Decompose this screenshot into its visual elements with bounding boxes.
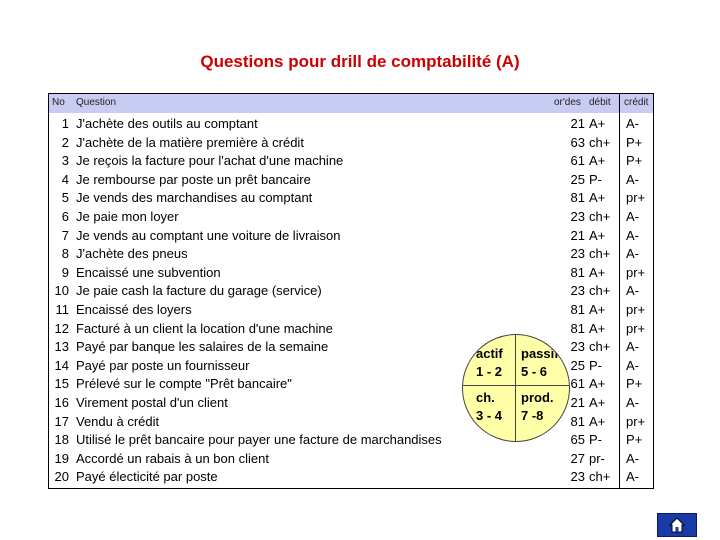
row-number: 11 <box>55 302 69 317</box>
row-credit: pr+ <box>626 413 646 429</box>
home-button[interactable] <box>657 513 697 537</box>
row-credit: P+ <box>626 153 643 169</box>
row-debit: P- <box>589 357 602 373</box>
row-number: 12 <box>54 320 69 336</box>
row-question: Je paie cash la facture du garage (service) <box>76 283 322 299</box>
row-number: 14 <box>54 357 69 373</box>
row-account-code: 81 <box>570 190 585 206</box>
header-no: No <box>52 97 65 108</box>
legend-passif-codes: 5 - 6 <box>521 364 548 379</box>
row-debit: P- <box>589 432 602 448</box>
row-question: Encaissé une subvention <box>76 264 221 280</box>
row-account-code: 63 <box>570 134 585 150</box>
row-account-code: 61 <box>570 376 585 392</box>
row-account-code: 81 <box>570 320 585 336</box>
row-debit: A+ <box>589 302 606 317</box>
row-question: J'achète des pneus <box>76 246 188 262</box>
row-account-code: 81 <box>570 413 585 429</box>
table-row <box>49 319 653 338</box>
row-number: 8 <box>61 246 69 262</box>
row-credit: A- <box>626 116 639 131</box>
row-debit: A+ <box>589 395 606 410</box>
table-row <box>49 300 653 319</box>
legend-actif-label: actif <box>476 346 503 361</box>
row-account-code: 61 <box>570 153 585 169</box>
row-credit: pr+ <box>626 264 646 280</box>
row-account-code: 21 <box>570 116 585 131</box>
row-question: Encaissé des loyers <box>76 302 192 317</box>
questions-table <box>48 93 654 489</box>
row-debit: ch+ <box>589 283 611 299</box>
row-debit: A+ <box>589 376 606 392</box>
row-debit: ch+ <box>589 339 611 355</box>
row-credit: A- <box>626 469 639 485</box>
row-number: 6 <box>61 209 69 224</box>
row-number: 18 <box>54 432 69 448</box>
row-number: 7 <box>61 227 69 243</box>
row-number: 1 <box>61 116 69 131</box>
legend-actif-codes: 1 - 2 <box>476 364 503 379</box>
row-debit: A+ <box>589 264 606 280</box>
row-account-code: 23 <box>570 283 585 299</box>
row-question: Je reçois la facture pour l'achat d'une machine <box>76 153 344 169</box>
row-credit: A- <box>626 227 639 243</box>
row-question: Payé par poste un fournisseur <box>76 357 250 373</box>
row-debit: A+ <box>589 190 606 206</box>
row-account-code: 81 <box>570 302 585 317</box>
table-row <box>49 337 653 356</box>
row-debit: A+ <box>589 320 606 336</box>
row-debit: ch+ <box>589 469 611 485</box>
table-row <box>49 467 653 486</box>
table-row <box>49 449 653 468</box>
legend-produits-label: prod. <box>521 390 554 405</box>
table-row <box>49 263 653 282</box>
row-debit: A+ <box>589 116 606 131</box>
row-credit: P+ <box>626 376 643 392</box>
table-row <box>49 188 653 207</box>
row-number: 15 <box>54 376 69 392</box>
row-question: Payé électicité par poste <box>76 469 218 485</box>
legend-charges-codes: 3 - 4 <box>476 408 503 423</box>
row-credit: A- <box>626 283 639 299</box>
row-number: 9 <box>61 264 69 280</box>
row-question: Payé par banque les salaires de la semaine <box>76 339 329 355</box>
legend-produits-codes: 7 -8 <box>521 408 544 423</box>
legend-actif <box>476 345 503 381</box>
row-credit: A- <box>626 171 639 187</box>
row-credit: A- <box>626 450 639 466</box>
row-number: 17 <box>54 413 69 429</box>
row-question: Accordé un rabais à un bon client <box>76 450 269 466</box>
row-debit: ch+ <box>589 209 611 224</box>
row-credit: A- <box>626 246 639 262</box>
row-question: Utilisé le prêt bancaire pour payer une facture de marchandises <box>76 432 442 448</box>
row-credit: pr+ <box>626 320 646 336</box>
row-question: Je vends des marchandises au comptant <box>76 190 313 206</box>
page-title: Questions pour drill de comptabilité (A) <box>200 52 520 71</box>
row-account-code: 23 <box>570 469 585 485</box>
row-number: 3 <box>61 153 69 169</box>
row-credit: pr+ <box>626 302 646 317</box>
row-number: 20 <box>54 469 69 485</box>
row-debit: pr- <box>589 450 605 466</box>
table-row <box>49 207 653 226</box>
row-account-code: 27 <box>570 450 585 466</box>
row-debit: A+ <box>589 413 606 429</box>
row-account-code: 21 <box>570 227 585 243</box>
table-row <box>49 170 653 189</box>
row-question: J'achète de la matière première à crédit <box>76 134 304 150</box>
legend-charges-label: ch. <box>476 390 495 405</box>
row-number: 16 <box>54 395 69 410</box>
header-codes: or'des <box>554 97 581 108</box>
account-legend-circle <box>462 334 570 442</box>
row-debit: A+ <box>589 227 606 243</box>
row-account-code: 65 <box>570 432 585 448</box>
row-account-code: 23 <box>570 339 585 355</box>
row-question: Prélevé sur le compte "Prêt bancaire" <box>76 376 292 392</box>
row-account-code: 25 <box>570 171 585 187</box>
row-account-code: 23 <box>570 246 585 262</box>
row-debit: ch+ <box>589 134 611 150</box>
row-account-code: 23 <box>570 209 585 224</box>
row-credit: P+ <box>626 432 643 448</box>
table-header <box>49 94 653 113</box>
row-number: 10 <box>54 283 69 299</box>
row-question: Virement postal d'un client <box>76 395 228 410</box>
legend-passif <box>521 345 559 381</box>
legend-passif-label: passif <box>521 346 559 361</box>
row-credit: P+ <box>626 134 643 150</box>
header-debit: débit <box>589 97 611 108</box>
row-account-code: 25 <box>570 357 585 373</box>
row-credit: A- <box>626 395 639 410</box>
row-number: 2 <box>61 134 69 150</box>
row-debit: P- <box>589 171 602 187</box>
row-debit: A+ <box>589 153 606 169</box>
header-credit: crédit <box>624 97 649 108</box>
legend-charges <box>476 389 502 425</box>
row-credit: A- <box>626 339 639 355</box>
row-debit: ch+ <box>589 246 611 262</box>
row-question: Je vends au comptant une voiture de livraison <box>76 227 341 243</box>
row-number: 19 <box>54 450 69 466</box>
row-number: 5 <box>61 190 69 206</box>
row-credit: pr+ <box>626 190 646 206</box>
home-icon <box>668 516 686 534</box>
legend-produits <box>521 389 554 425</box>
header-question: Question <box>76 97 117 108</box>
table-row <box>49 226 653 245</box>
legend-divider-vertical <box>515 335 516 441</box>
row-number: 13 <box>54 339 69 355</box>
row-question: Je paie mon loyer <box>76 209 179 224</box>
row-account-code: 81 <box>570 264 585 280</box>
row-question: Vendu à crédit <box>76 413 160 429</box>
table-row <box>49 281 653 300</box>
row-question: Je rembourse par poste un prêt bancaire <box>76 171 311 187</box>
row-number: 4 <box>61 171 69 187</box>
row-question: J'achète des outils au comptant <box>76 116 258 131</box>
table-row <box>49 114 653 133</box>
row-question: Facturé à un client la location d'une machine <box>76 320 333 336</box>
table-row <box>49 244 653 263</box>
table-row <box>49 151 653 170</box>
legend-divider-horizontal <box>463 385 569 386</box>
table-row <box>49 430 653 449</box>
row-credit: A- <box>626 357 639 373</box>
row-account-code: 21 <box>570 395 585 410</box>
row-credit: A- <box>626 209 639 224</box>
table-row <box>49 133 653 152</box>
